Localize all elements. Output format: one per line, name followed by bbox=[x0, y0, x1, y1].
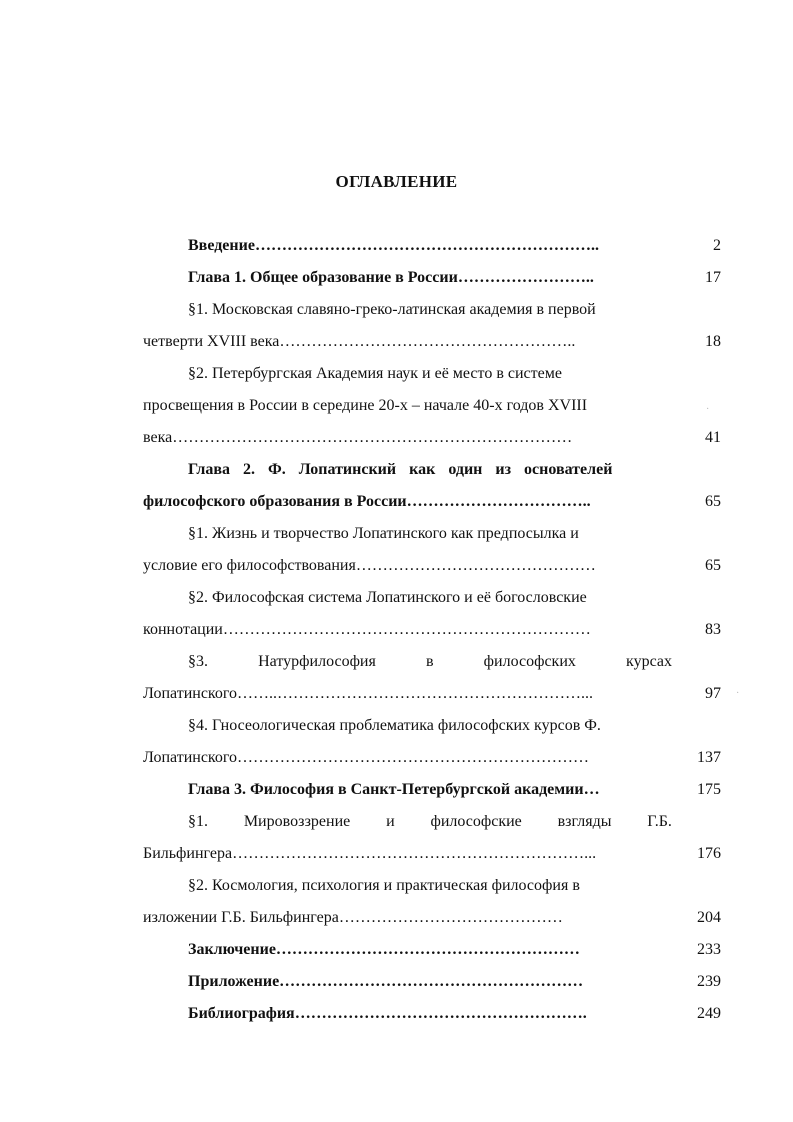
toc-entry-ch3-s2-line2: изложении Г.Б. Бильфингера…………………………………… bbox=[143, 909, 563, 926]
toc-word: Натурфилософия bbox=[258, 653, 376, 670]
toc-page-chapter-3: 175 bbox=[697, 781, 721, 798]
toc-page-chapter-1: 17 bbox=[705, 269, 721, 286]
toc-word: §3. bbox=[188, 653, 208, 670]
toc-entry-ch1-s2-line3: века………………………………………………………………… bbox=[143, 429, 573, 446]
toc-entry-appendix: Приложение………………………………………………… bbox=[188, 973, 584, 990]
toc-entry-ch3-s1-line2: Бильфингера…………………………………………………………... bbox=[143, 845, 597, 862]
toc-page-ch2-s3: 97 bbox=[705, 685, 721, 702]
toc-entry-ch2-s2-line1: §2. Философская система Лопатинского и её богословские bbox=[188, 589, 587, 606]
toc-entry-chapter-1: Глава 1. Общее образование в России…………………….. bbox=[188, 269, 594, 286]
toc-word: §1. bbox=[188, 813, 208, 830]
scan-speck: · bbox=[736, 688, 740, 699]
toc-entry-ch2-s1-line1: §1. Жизнь и творчество Лопатинского как предпосылка и bbox=[188, 525, 579, 542]
toc-word: курсах bbox=[626, 653, 672, 670]
toc-entry-ch2-s3-line1 bbox=[188, 652, 672, 672]
toc-word: Мировоззрение bbox=[243, 813, 351, 830]
toc-entry-ch1-s1-line2: четверти XVIII века……………………………………………….. bbox=[143, 333, 576, 350]
toc-page-bibliography: 249 bbox=[697, 1005, 721, 1022]
toc-entry-chapter-2-line2: философского образования в России…………………………….. bbox=[143, 493, 591, 510]
scan-speck: · bbox=[706, 404, 710, 415]
toc-entry-ch1-s2-line1: §2. Петербургская Академия наук и её место в системе bbox=[188, 365, 562, 382]
toc-entry-chapter-3: Глава 3. Философия в Санкт-Петербургской академии… bbox=[188, 781, 600, 798]
toc-entry-ch2-s3-line2: Лопатинского……..…………………………………………………... bbox=[143, 685, 594, 702]
toc-word: и bbox=[386, 813, 395, 830]
toc-page-conclusion: 233 bbox=[697, 941, 721, 958]
toc-entry-conclusion: Заключение………………………………………………… bbox=[188, 941, 580, 958]
toc-entry-ch1-s2-line2: просвещения в России в середине 20-х – начале 40-х годов XVIII bbox=[143, 397, 588, 414]
toc-word: философские bbox=[430, 813, 522, 830]
toc-word: в bbox=[425, 653, 434, 670]
toc-page-ch2-s2: 83 bbox=[705, 621, 721, 638]
toc-entry-ch2-s1-line2: условие его философствования……………………………………… bbox=[143, 557, 596, 574]
toc-page-intro: 2 bbox=[713, 237, 721, 254]
toc-entry-intro: Введение……………………………………………………….. bbox=[188, 237, 599, 254]
toc-page-ch1-s2: 41 bbox=[705, 429, 721, 446]
toc-entry-ch3-s2-line1: §2. Космология, психология и практическая философия в bbox=[188, 877, 580, 894]
toc-page-ch3-s1: 176 bbox=[697, 845, 721, 862]
toc-page-ch2-s1: 65 bbox=[705, 557, 721, 574]
toc-page-ch1-s1: 18 bbox=[705, 333, 721, 350]
toc-page-appendix: 239 bbox=[697, 973, 721, 990]
toc-entry-ch2-s2-line2: коннотации…………………………………………………………… bbox=[143, 621, 591, 638]
toc-entry-ch2-s4-line1: §4. Гносеологическая проблематика философских курсов Ф. bbox=[188, 717, 601, 734]
toc-entry-bibliography: Библиография………………………………………………. bbox=[188, 1005, 587, 1022]
toc-page-ch3-s2: 204 bbox=[697, 909, 721, 926]
toc-entry-ch2-s4-line2: Лопатинского………………………………………………………… bbox=[143, 749, 590, 766]
toc-entry-ch1-s1-line1: §1. Московская славяно-греко-латинская академия в первой bbox=[188, 301, 596, 318]
toc-entry-ch3-s1-line1 bbox=[188, 812, 672, 832]
toc-word: взгляды bbox=[557, 813, 612, 830]
toc-entry-chapter-2-line1: Глава 2. Ф. Лопатинский как один из основателей bbox=[188, 461, 613, 478]
toc-word: философских bbox=[483, 653, 576, 670]
toc-word: Г.Б. bbox=[647, 813, 672, 830]
toc-page-ch2-s4: 137 bbox=[697, 749, 721, 766]
page-title: ОГЛАВЛЕНИЕ bbox=[335, 172, 458, 191]
toc-page-chapter-2: 65 bbox=[705, 493, 721, 510]
